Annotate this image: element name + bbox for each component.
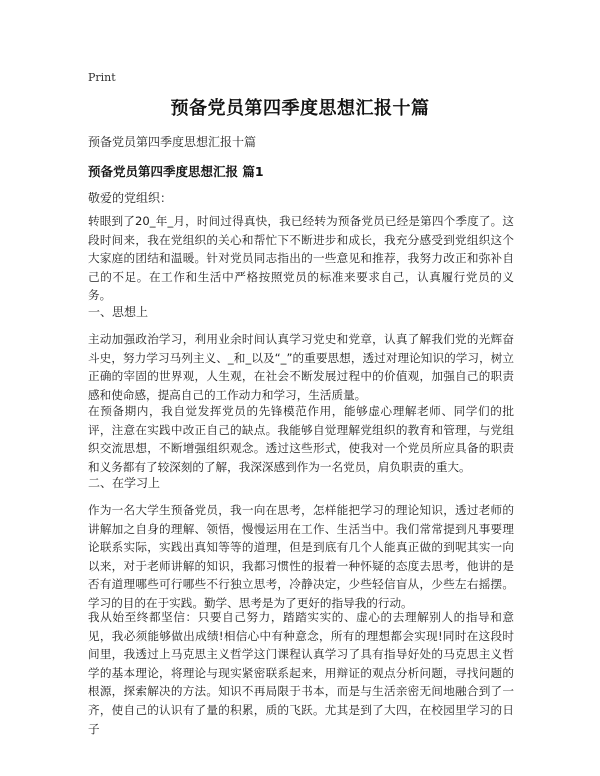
print-label: Print (88, 71, 116, 84)
section-heading: 二、在学习上 (88, 476, 161, 490)
paragraph: 转眼到了20_年_月，时间过得真快，我已经转为预备党员已经是第四个季度了。这段时间来，我在党组织的关心和帮忙下不断进步和成长，我充分感受到党组织这个大家庭的团结和温暖。针对党员同志指出的一些意见和推荐，我努力改正和弥补自己的不足。在工作和生活中严格按照党员的标准来要求自己，认真履行党员的义务。 (88, 214, 514, 303)
section-heading: 一、思想上 (88, 305, 149, 319)
paragraph: 作为一名大学生预备党员，我一向在思考，怎样能把学习的理论知识，透过老师的讲解加之自身的理解、领悟，慢慢运用在工作、生活当中。我们常常提到凡事要理论联系实际，实践出真知等等的道理，但是到底有几个人能真正做的到呢其实一向以来，对于老师讲解的知识，我都习惯性的报着一种怀疑的态度去思考，他讲的是否有道理哪些可行哪些不行独立思考，冷静决定，少些轻信盲从，少些左右摇摆。学习的目的在于实践。勤学、思考是为了更好的指导我的行动。 (88, 503, 514, 610)
document-title: 预备党员第四季度思想汇报十篇 (170, 98, 430, 119)
paragraph: 在预备期内，我自觉发挥党员的先锋模范作用，能够虚心理解老师、同学们的批评，注意在实践中改正自己的缺点。我能够自觉理解党组织的教育和管理，与党组织交流思想，不断增强组织观念。透过这些形式，使我对一个党员所应具备的职责和义务都有了较深刻的了解，我深深感到作为一名党员，肩负职责的重大。 (88, 404, 514, 474)
document-subtitle: 预备党员第四季度思想汇报十篇 (88, 135, 257, 149)
paragraph: 我从始至终都坚信：只要自己努力，踏踏实实的、虚心的去理解别人的指导和意见，我必须能够做出成绩!相信心中有种意念，所有的理想都会实现!同时在这段时间里，我透过上马克思主义哲学这门课程认真学习了具有指导好处的马克思主义哲学的基本理论，将理论与现实紧密联系起来，用辩证的观点分析问题，寻找问题的根源，探索解决的方法。知识不再局限于书本，而是与生活亲密无间地融合到了一齐，使自己的认识有了量的积累，质的飞跃。尤其是到了大四，在校园里学习的日子 (88, 610, 514, 736)
salutation: 敬爱的党组织： (88, 191, 173, 205)
paragraph: 主动加强政治学习，利用业余时间认真学习党史和党章，认真了解我们党的光辉奋斗史，努力学习马列主义、_和_以及“_”的重要思想，透过对理论知识的学习，树立正确的宰固的世界观，人生观，在社会不断发展过程中的价值观，加强自己的职责感和使命感，提高自己的工作动力和学习，生活质量。 (88, 332, 514, 402)
article-heading: 预备党员第四季度思想汇报 篇1 (88, 164, 264, 179)
